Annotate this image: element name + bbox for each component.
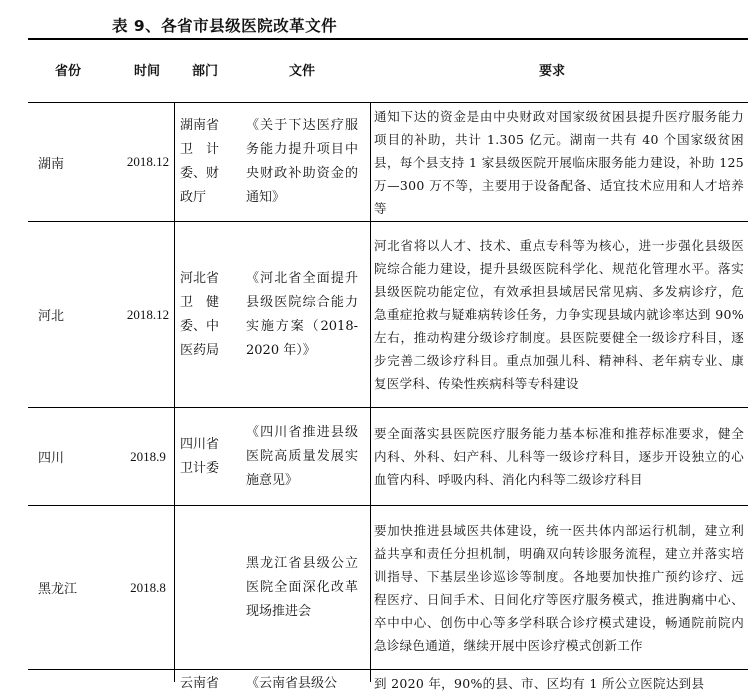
doc-text: 《关于下达医疗服务能力提升项目中央财政补助资金的通知》 <box>246 118 358 205</box>
dept-line: 卫计委 <box>180 460 220 476</box>
province-cell: 黑龙江 <box>38 582 78 597</box>
dept-line: 委、中 <box>180 318 220 334</box>
dept-cell <box>180 103 234 221</box>
req-text: 通知下达的资金是由中央财政对国家级贫困县提升医疗服务能力项目的补助，共计 1.305 亿元。湖南一共有 40 个国家级贫困县，每个县支持 1 家县级医院开展临床服务能力建设，补助 125 万—300 万不等，主要用于设备配备、适宜技术应用和人才培养等 <box>374 108 744 216</box>
dept-line: 云南省 <box>180 676 220 691</box>
time-cell: 2018.9 <box>130 448 166 464</box>
dept-cell <box>180 408 234 505</box>
req-text: 到 2020 年，90%的县、市、区均有 1 所公立医院达到县 <box>374 676 705 691</box>
table-row-sichuan <box>28 408 748 505</box>
province-cell: 湖南 <box>38 156 65 172</box>
doc-cell <box>246 674 358 694</box>
doc-text: 《四川省推进县级医院高质量发展实施意见》 <box>246 424 358 488</box>
dept-line: 卫 计 <box>180 142 220 157</box>
doc-cell <box>246 103 358 221</box>
req-cell <box>374 674 744 694</box>
req-text: 河北省将以人才、技术、重点专科等为核心，进一步强化县级医院综合能力建设，提升县级医院科学化、规范化管理水平。落实县级医院功能定位，有效承担县域居民常见病、多发病诊疗，危急重症抢救与疑难病转诊任务，力争实现县域内就诊率达到 90%左右，推动构建分级诊疗制度。县医院要健全一级诊疗科目，逐步完善二级诊疗科目。重点加强儿科、精神科、老年病专业、康复医学科、传染性疾病科等专科建设 <box>374 238 744 391</box>
dept-line: 四川省 <box>180 436 220 452</box>
table-row-heilongjiang <box>28 506 748 669</box>
req-cell <box>374 222 744 407</box>
header-province: 省份 <box>54 64 82 79</box>
dept-line: 政厅 <box>180 190 207 205</box>
table-row-yunnan <box>28 670 748 691</box>
top-rule <box>28 38 748 40</box>
dept-line: 河北省 <box>180 270 220 286</box>
dept-line: 卫 健 <box>180 294 220 310</box>
doc-cell <box>246 506 358 669</box>
req-cell <box>374 506 744 669</box>
header-time: 时间 <box>133 64 161 79</box>
dept-line: 委、财 <box>180 166 220 181</box>
table-row-hebei <box>28 222 748 407</box>
doc-cell <box>246 408 358 505</box>
province-cell: 四川 <box>38 451 65 466</box>
time-cell: 2018.8 <box>130 579 166 595</box>
table-row-hunan <box>28 103 748 221</box>
dept-cell <box>180 222 234 407</box>
header-doc: 文件 <box>288 64 316 79</box>
time-cell: 2018.12 <box>126 306 170 322</box>
dept-line: 医药局 <box>180 342 220 358</box>
time-cell: 2018.12 <box>126 154 170 169</box>
header-req: 要求 <box>538 64 566 79</box>
req-text: 要全面落实县医院医疗服务能力基本标准和推荐标准要求，健全内科、外科、妇产科、儿科等一级诊疗科目，逐步开设独立的心血管内科、呼吸内科、消化内科等二级诊疗科目 <box>374 426 744 487</box>
province-cell: 河北 <box>38 309 65 324</box>
req-cell <box>374 408 744 505</box>
req-cell <box>374 103 744 221</box>
dept-cell <box>180 674 234 694</box>
doc-text: 黑龙江省县级公立医院全面深化改革现场推进会 <box>246 555 358 619</box>
req-text: 要加快推进县域医共体建设，统一医共体内部运行机制，建立利益共享和责任分担机制，明确双向转诊服务流程，建立并落实培训指导、下基层坐诊巡诊等制度。各地要加快推广预约诊疗、远程医疗、日间手术、日间化疗等医疗服务模式，推进胸痛中心、卒中中心、创伤中心等多学科联合诊疗模式建设，畅通院前院内急诊绿色通道，继续开展中医诊疗模式创新工作 <box>374 522 744 653</box>
doc-cell <box>246 222 358 407</box>
doc-text: 《云南省县级公 <box>246 676 338 691</box>
doc-text: 《河北省全面提升县级医院综合能力实施方案（2018-2020 年）》 <box>246 270 358 358</box>
dept-line: 湖南省 <box>180 118 220 133</box>
header-dept: 部门 <box>191 64 219 79</box>
table-caption: 表 9、各省市县级医院改革文件 <box>112 17 338 35</box>
